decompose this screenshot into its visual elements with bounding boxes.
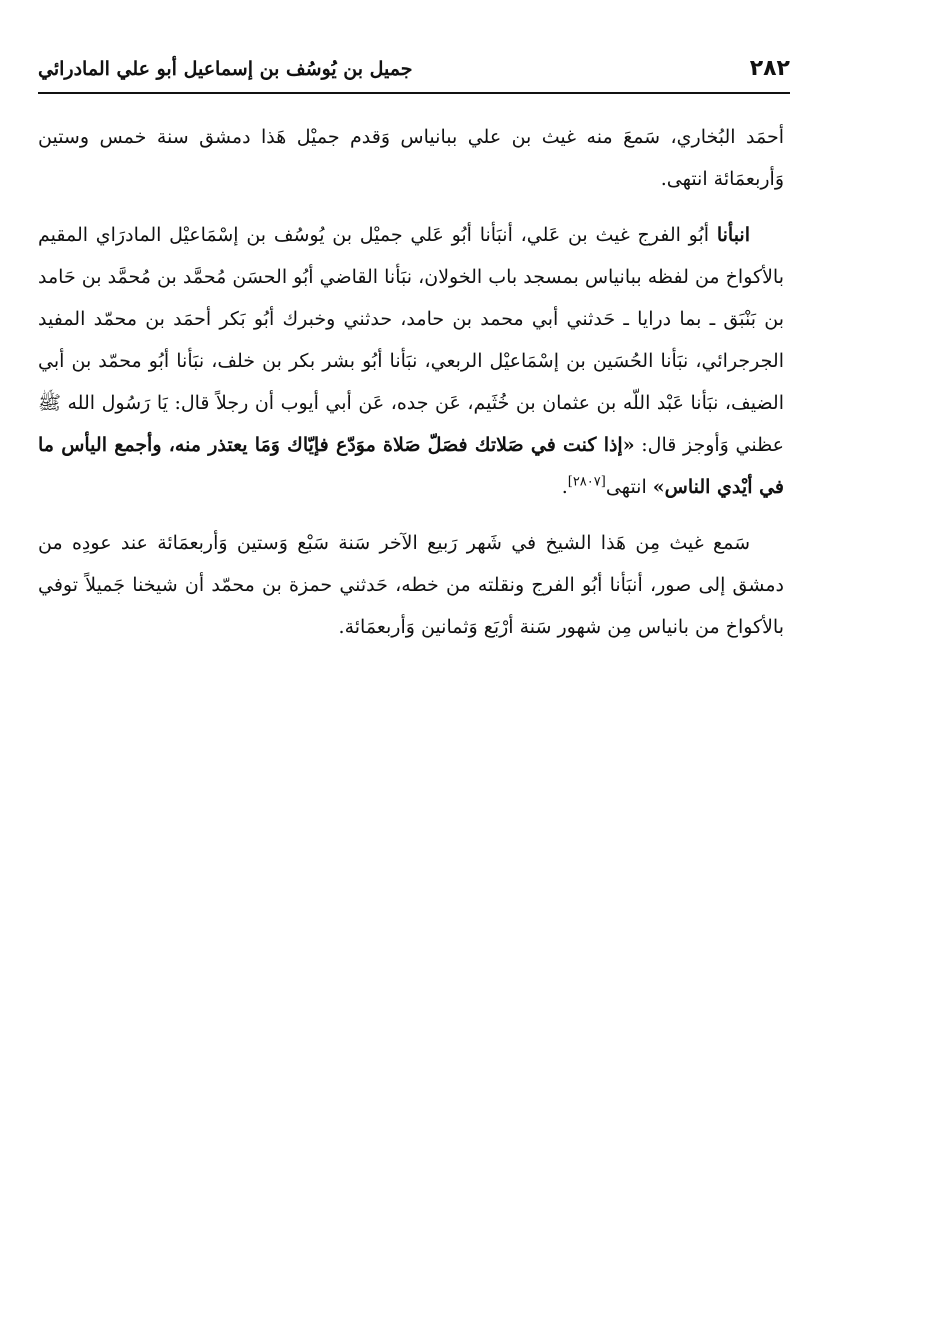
page-header [38,52,790,92]
paragraph-2-lead: انبأنا [716,224,750,246]
header-rule [38,92,790,94]
paragraph-2-end: . [561,476,568,498]
hadith-quote: «إذا كنت في صَلاتك فصَلّ صَلاة موَدّع فإيّاك وَمَا يعتذر منه، وأجمع اليأس ما في أيْدي الناس» [38,434,784,498]
paragraph-3 [38,522,784,648]
footnote-reference: [٢٨٠٧] [567,474,606,490]
paragraph-3-text: سَمع غيث مِن هَذا الشيخ في شَهر رَبيع الآخر سَنة سَبْع وَستين وَأربعمَائة عند عودِه من دمشق إلى صور، أنبَأنا أبُو الفرج ونقلته من خطه، حَدثني حمزة بن محمّد أن شيخنا جَميلاً توفي بالأكواخ من بانياس مِن شهور سَنة أرْبَع وَثمانين وَأربعمَائة. [38,532,784,638]
paragraph-2-text: أبُو الفرج غيث بن عَلي، أنبَأنا أبُو عَلي جميْل بن يُوسُف بن إسْمَاعيْل المادرَاي المقيم بالأكواخ من لفظه ببانياس بمسجد باب الخولان، نبَأنا القاضي أبُو الحسَن مُحمَّد بن مُحمَّد بن حَامد بن بَنْبَق ـ بما درايا ـ حَدثني أبي محمد بن حامد، حدثني وخبرك أبُو بَكر أحمَد بن محمّد المفيد الجرجرائي، نبَأنا الحُسَين بن إسْمَاعيْل الربعي، نبَأنا أبُو بشر بكر بن خلف، نبَأنا أبُو محمّد بن أبي الضيف، نبَأنا عَبْد اللّه بن عثمان بن خُثَيم، عَن جده، عَن أبي أيوب أن رجلاً قال: يَا رَسُول الله ﷺ عظني وَأوجز قال: [38,224,784,456]
page-number: ٢٨٢ [749,56,790,81]
paragraph-2-tail: انتهى [605,476,653,498]
main-text [38,116,784,662]
paragraph-2 [38,214,784,508]
paragraph-1-text: أحمَد البُخاري، سَمعَ منه غيث بن علي ببانياس وَقدم جميْل هَذا دمشق سنة خمس وستين وَأربعمَائة انتهى. [38,126,784,190]
paragraph-1 [38,116,784,200]
running-title: جميل بن يُوسُف بن إسماعيل أبو علي المادرائي [38,58,413,80]
